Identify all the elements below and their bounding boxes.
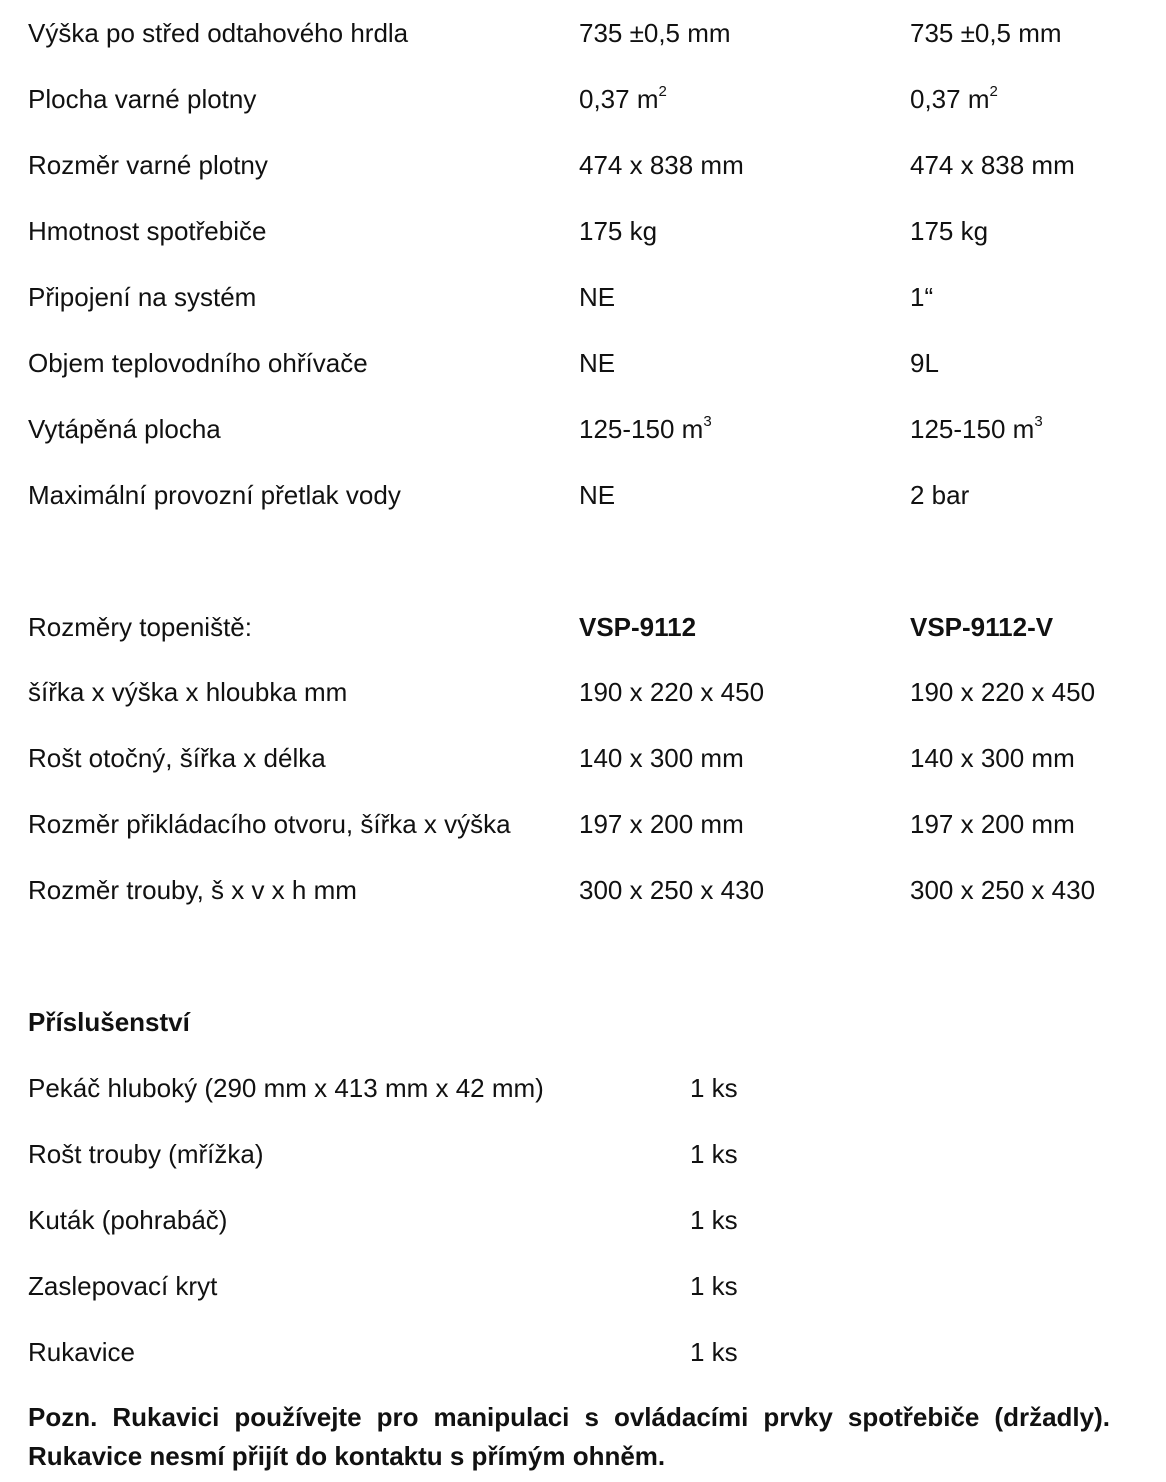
firebox-value-model2: 197 x 200 mm	[910, 809, 1075, 839]
spec-value-model2: 125-150 $m^3$	[910, 413, 1043, 444]
spec-value-model1: 175 kg	[579, 216, 658, 246]
spec-label: Výška po střed odtahového hrdla	[28, 18, 409, 48]
spec-value-model2: 2 bar	[910, 480, 970, 510]
note-line-1: Pozn. Rukavici používejte pro manipulaci s ovládacími prvky spotřebiče (držadly).	[28, 1402, 1110, 1432]
spec-label: Rozměr varné plotny	[28, 150, 268, 180]
spec-value-model1: 735 ±0,5 mm	[579, 18, 731, 48]
firebox-value-model2: 300 x 250 x 430	[910, 875, 1096, 905]
spec-value-model2: 735 ±0,5 mm	[910, 18, 1062, 48]
spec-label: Vytápěná plocha	[28, 414, 221, 444]
firebox-value-model1: 190 x 220 x 450	[579, 677, 765, 707]
superscript: 2	[989, 83, 998, 100]
spec-value-model1: NE	[579, 480, 616, 510]
spec-label: Hmotnost spotřebiče	[28, 216, 267, 246]
spec-row	[0, 343, 1166, 383]
spec-label: Maximální provozní přetlak vody	[28, 480, 401, 510]
spec-label: Připojení na systém	[28, 282, 257, 312]
accessory-label: Kuták (pohrabáč)	[28, 1205, 228, 1235]
superscript: 3	[703, 413, 712, 430]
accessory-label: Rošt trouby (mřížka)	[28, 1139, 264, 1169]
accessory-row	[0, 1200, 1166, 1240]
firebox-row	[0, 672, 1166, 712]
firebox-value-model1: 300 x 250 x 430	[579, 875, 765, 905]
firebox-label: Rozměr trouby, š x v x h mm	[28, 875, 357, 905]
spec-label: Objem teplovodního ohřívače	[28, 348, 368, 378]
spec-row	[0, 409, 1166, 449]
spec-value-model2: 175 kg	[910, 216, 989, 246]
accessory-row	[0, 1134, 1166, 1174]
accessory-qty: 1 ks	[690, 1205, 738, 1235]
accessory-label: Pekáč hluboký (290 mm x 413 mm x 42 mm)	[28, 1073, 544, 1103]
usage-note	[28, 1398, 1110, 1476]
spec-value-model2: 1“	[910, 282, 934, 312]
spec-value-model2: 0,37 $m^2$	[910, 83, 998, 114]
accessory-qty: 1 ks	[690, 1337, 738, 1367]
firebox-header-row	[0, 607, 1166, 647]
spec-row	[0, 145, 1166, 185]
firebox-value-model1: 140 x 300 mm	[579, 743, 744, 773]
spec-value-model2: 474 x 838 mm	[910, 150, 1075, 180]
firebox-heading: Rozměry topeniště:	[28, 612, 252, 642]
firebox-row	[0, 870, 1166, 910]
firebox-row	[0, 738, 1166, 778]
spec-row	[0, 79, 1166, 119]
firebox-value-model2: 140 x 300 mm	[910, 743, 1075, 773]
accessory-label: Zaslepovací kryt	[28, 1271, 218, 1301]
model1-heading: VSP-9112	[579, 612, 697, 642]
spec-row	[0, 13, 1166, 53]
accessory-qty: 1 ks	[690, 1271, 738, 1301]
superscript: 3	[1034, 413, 1043, 430]
firebox-label: Rozměr přikládacího otvoru, šířka x výška	[28, 809, 511, 839]
accessories-heading: Příslušenství	[28, 1007, 190, 1037]
accessory-qty: 1 ks	[690, 1073, 738, 1103]
accessory-row	[0, 1266, 1166, 1306]
superscript: 2	[658, 83, 667, 100]
spec-label: Plocha varné plotny	[28, 84, 257, 114]
spec-value-model1: NE	[579, 348, 616, 378]
spec-row	[0, 475, 1166, 515]
accessory-label: Rukavice	[28, 1337, 135, 1367]
firebox-label: šířka x výška x hloubka mm	[28, 677, 348, 707]
firebox-value-model2: 190 x 220 x 450	[910, 677, 1096, 707]
spec-value-model1: 0,37 $m^2$	[579, 83, 667, 114]
accessory-row	[0, 1332, 1166, 1372]
firebox-label: Rošt otočný, šířka x délka	[28, 743, 326, 773]
firebox-value-model1: 197 x 200 mm	[579, 809, 744, 839]
accessory-qty: 1 ks	[690, 1139, 738, 1169]
accessories-header-row	[0, 1002, 1166, 1042]
spec-value-model1: 474 x 838 mm	[579, 150, 744, 180]
spec-row	[0, 277, 1166, 317]
spec-value-model1: NE	[579, 282, 616, 312]
spec-value-model1: 125-150 $m^3$	[579, 413, 712, 444]
model2-heading: VSP-9112-V	[910, 612, 1054, 642]
accessory-row	[0, 1068, 1166, 1108]
firebox-row	[0, 804, 1166, 844]
spec-row	[0, 211, 1166, 251]
spec-value-model2: 9L	[910, 348, 939, 378]
note-line-2: Rukavice nesmí přijít do kontaktu s přímým ohněm.	[28, 1441, 666, 1471]
